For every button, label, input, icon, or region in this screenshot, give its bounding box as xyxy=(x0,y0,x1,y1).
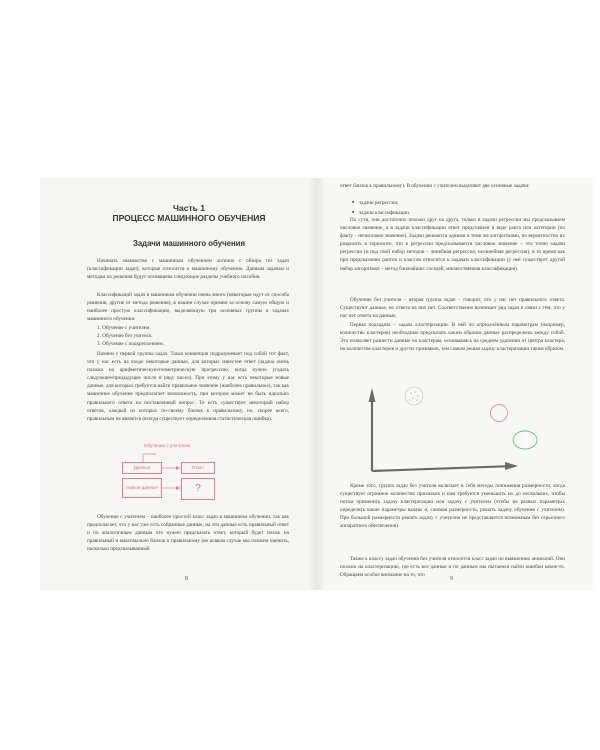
box-new-data: Новые данные xyxy=(122,478,162,498)
list-item: 2. Обучение без учителя. xyxy=(97,333,153,340)
cluster-points xyxy=(409,391,418,400)
book-gutter xyxy=(308,178,326,590)
list-item: 3. Обучение с подкреплением. xyxy=(97,341,165,348)
right-page xyxy=(317,178,593,590)
arrow-up-icon xyxy=(369,388,376,402)
x-axis xyxy=(372,466,514,471)
paragraph-regression-classification: По сути, они достаточно похожи друг на друга, только в задачи регрессии мы предсказываем числовое значение, а в задачи классификации ответ представлен в виде ранга или категории (по факту – нечисловое значение). Задачи решаются одними и теми же алгоритмами, по вероятностно их разделить в горизонте, что в регрессии предсказывается числовое значение – это точно задачи регрессии (и под свой набор методов – линейная регрессия, нелинейная регрессия), в то время как при предсказании рангов и классов относятся к задачам классификации (у неё существует другой набор алгоритмов – метод ближайших соседей, множественная классификация). xyxy=(340,217,565,272)
cluster-circle-gray xyxy=(405,387,423,405)
caption-leader-line xyxy=(143,454,156,462)
paragraph-supervised-detail: Обучение с учителем – наиболее простой класс задач в машинном обучении, так как предполагает, что у нас уже есть собранные данные, на эти данные есть правильный ответ и по аналогичным данным что нужно предсказать ответ, который будет похож на правильный и максимально близок к правильному (во всяком случае мы сможем оценить, насколько предсказываемый xyxy=(87,514,289,553)
page-number-left: 8 xyxy=(185,576,188,582)
arrow-head-icon xyxy=(176,486,180,490)
list-item: ■ задачи регрессии; xyxy=(352,198,410,208)
box-question: ? xyxy=(181,478,215,500)
section-title: Задачи машинного обучения xyxy=(132,239,246,248)
part-subtitle: ПРОЦЕСС МАШИННОГО ОБУЧЕНИЯ xyxy=(112,213,266,223)
part-title: Часть 1 xyxy=(173,203,205,213)
diagram-caption: Обучение с учителем xyxy=(144,443,190,448)
book-spread xyxy=(40,178,593,590)
paragraph-answer-close: ответ близок к правильному). В обучении с учителем выделяют две основные задачи: xyxy=(340,183,530,189)
paragraph-classification: Классификаций задач в машинном обучении очень много (некоторые идут от способа решения, другие от метода решения), в нашем случае примем за основу самую общую и наиболее простую классификацию, выделяющую три основных группы в задачах машинного обучения: xyxy=(87,292,289,323)
cluster-circle-red xyxy=(491,405,508,422)
paragraph-anomaly: Также к классу задач обучения без учителя относится класс задач по выявлению аномалий. Они похожи на кластеризацию, где есть все данные и по данным мы пытаемся найти ошибки какие-то. Обращаем особое внимание на то, что xyxy=(340,556,565,579)
list-item: 1. Обучение с учителем. xyxy=(97,325,151,331)
box-data: Данные xyxy=(122,462,162,474)
paragraph-supervised: Начнем с первой группы задач. Такая концепция подразумевает под собой тот факт, что у нас есть на входе некоторые данные, для которых известен ответ (задача очень похожа на арифметическую/геометрическую прогрессию, когда нужно угадать следующее/предыдущее число в ряду чисел). При этому у нас есть некоторые новые данные, для которых требуется найти правильное значение (наиболее правильное), так как машинное обучение предполагает возможность, при котором может не быть идеально правильного ответа на поставленный вопрос. То есть существует некоторый набор ответов, каждый из которых по-своему близок к правильному, но, скорее всего, правильным не является (всегда существует определенная статистическая ошибка). xyxy=(87,351,289,422)
cluster-circle-green xyxy=(513,431,537,449)
arrow-head-icon xyxy=(176,466,180,470)
paragraph-dimensionality: Кроме того, группа задач без учителя включает в себя методы понижения размерности, когда существует огромное количество признаков и нам требуется уменьшить их до нескольких, чтобы потом применить задачу кластеризации или задачу с учителем (чтобы на разных параметрах определить какие параметры важны и, сжимая размерность, решать задачу обучения с учителем). При большой размерности решать задачу с учителем не представляется возможным без серьезного аппаратного обеспечения). xyxy=(340,483,565,530)
left-page xyxy=(40,178,317,590)
list-item: ■ задачи классификации. xyxy=(352,208,410,218)
paragraph-unsupervised: Обучение без учителя – вторая группа задач – говорит, что у нас нет правильного ответа. Существуют данные, но ответа на них нет. Соответственно возникает ряд задач в связи с тем, что у нас нет ответа на данные. xyxy=(340,297,565,320)
paragraph-clustering: Первая подзадача – задача кластеризации. В ней по определённым параметрам (например, количество кластеров) необходимо предсказать каким образом данные распределены между собой. Это позволяет разнести данные по кластерам, основываясь на среднем удалении от центра кластера, на количестве кластеров и других признаков, тем самым решая задачу кластеризации таким образом. xyxy=(340,322,565,353)
box-answer: Ответ xyxy=(181,462,215,474)
arrow-right-icon xyxy=(505,462,518,470)
page-number-right: 9 xyxy=(450,576,453,582)
paragraph-intro: Начинать знакомство с машинным обучением логично с обзора тех задач (классификации задач), которые относятся к машинному обучению. Данным задачам и методам их решения будут посвящены следующие разделы учебного пособия. xyxy=(87,258,289,281)
